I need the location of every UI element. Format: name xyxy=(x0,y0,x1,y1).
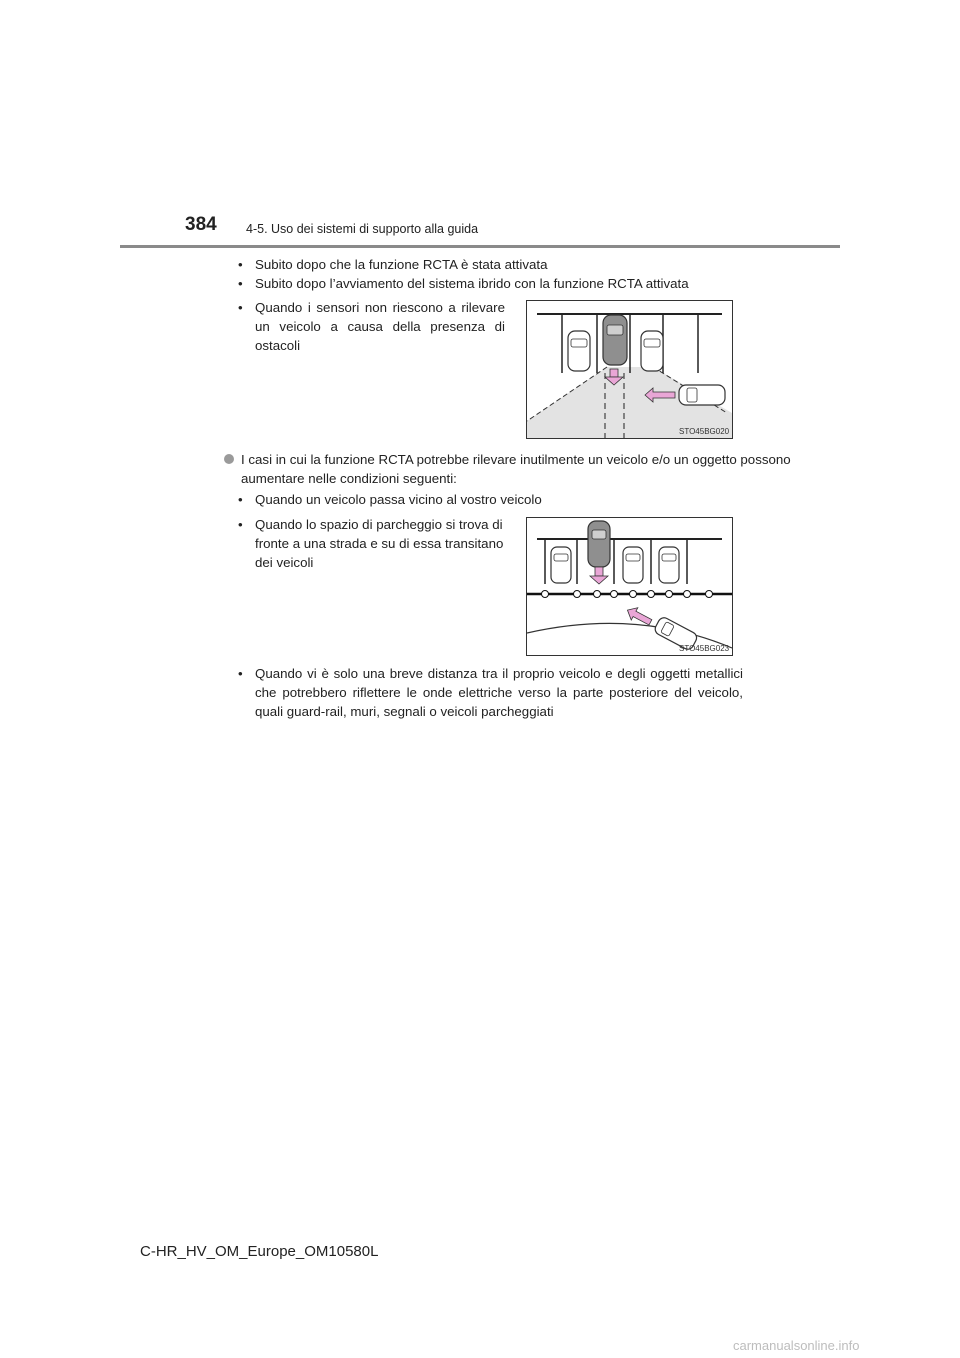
bullet-glyph: • xyxy=(238,300,243,315)
parking-diagram-2 xyxy=(527,518,732,655)
list-item xyxy=(238,490,858,509)
watermark: carmanualsonline.info xyxy=(733,1338,860,1353)
bullet-glyph: • xyxy=(238,257,243,272)
bullet-glyph: • xyxy=(238,492,243,507)
figure-code: STO45BG023 xyxy=(679,644,730,653)
list-item xyxy=(238,274,858,293)
section-heading xyxy=(224,450,856,488)
illustration-obstacle-detection xyxy=(526,300,733,439)
list-item-text: Subito dopo che la funzione RCTA è stata attivata xyxy=(255,257,548,272)
list-item-text: Subito dopo l’avviamento del sistema ibrido con la funzione RCTA attivata xyxy=(255,276,689,291)
page-number: 384 xyxy=(185,214,217,235)
list-item-text: Quando lo spazio di parcheggio si trova di fronte a una strada e su di essa transitano dei veicoli xyxy=(255,517,504,570)
list-item-text: Quando i sensori non riescono a rilevare un veicolo a causa della presenza di ostacoli xyxy=(255,300,505,353)
list-item xyxy=(238,298,505,355)
footer-doc-code: C-HR_HV_OM_Europe_OM10580L xyxy=(140,1243,379,1260)
list-item xyxy=(238,255,858,274)
list-item xyxy=(238,664,743,721)
section-heading-text: I casi in cui la funzione RCTA potrebbe rilevare inutilmente un veicolo e/o un oggetto possono aumentare nelle condizioni seguenti: xyxy=(241,452,791,486)
bullet-glyph: • xyxy=(238,666,243,681)
figure-code: STO45BG020 xyxy=(679,427,730,436)
list-item xyxy=(238,515,505,572)
bullet-glyph: • xyxy=(238,276,243,291)
illustration-road-traffic xyxy=(526,517,733,656)
list-item-text: Quando un veicolo passa vicino al vostro veicolo xyxy=(255,492,542,507)
list-item-text: Quando vi è solo una breve distanza tra il proprio veicolo e degli oggetti metallici che potrebbero riflettere le onde elettriche verso la parte posteriore del veicolo, quali guard-rail, muri, segnali o veicoli parcheggiati xyxy=(255,666,743,719)
bullet-glyph: • xyxy=(238,517,243,532)
header-rule xyxy=(120,245,840,248)
circle-bullet-icon xyxy=(224,454,234,464)
parking-diagram-1 xyxy=(527,301,732,438)
section-title: 4-5. Uso dei sistemi di supporto alla guida xyxy=(246,222,479,236)
